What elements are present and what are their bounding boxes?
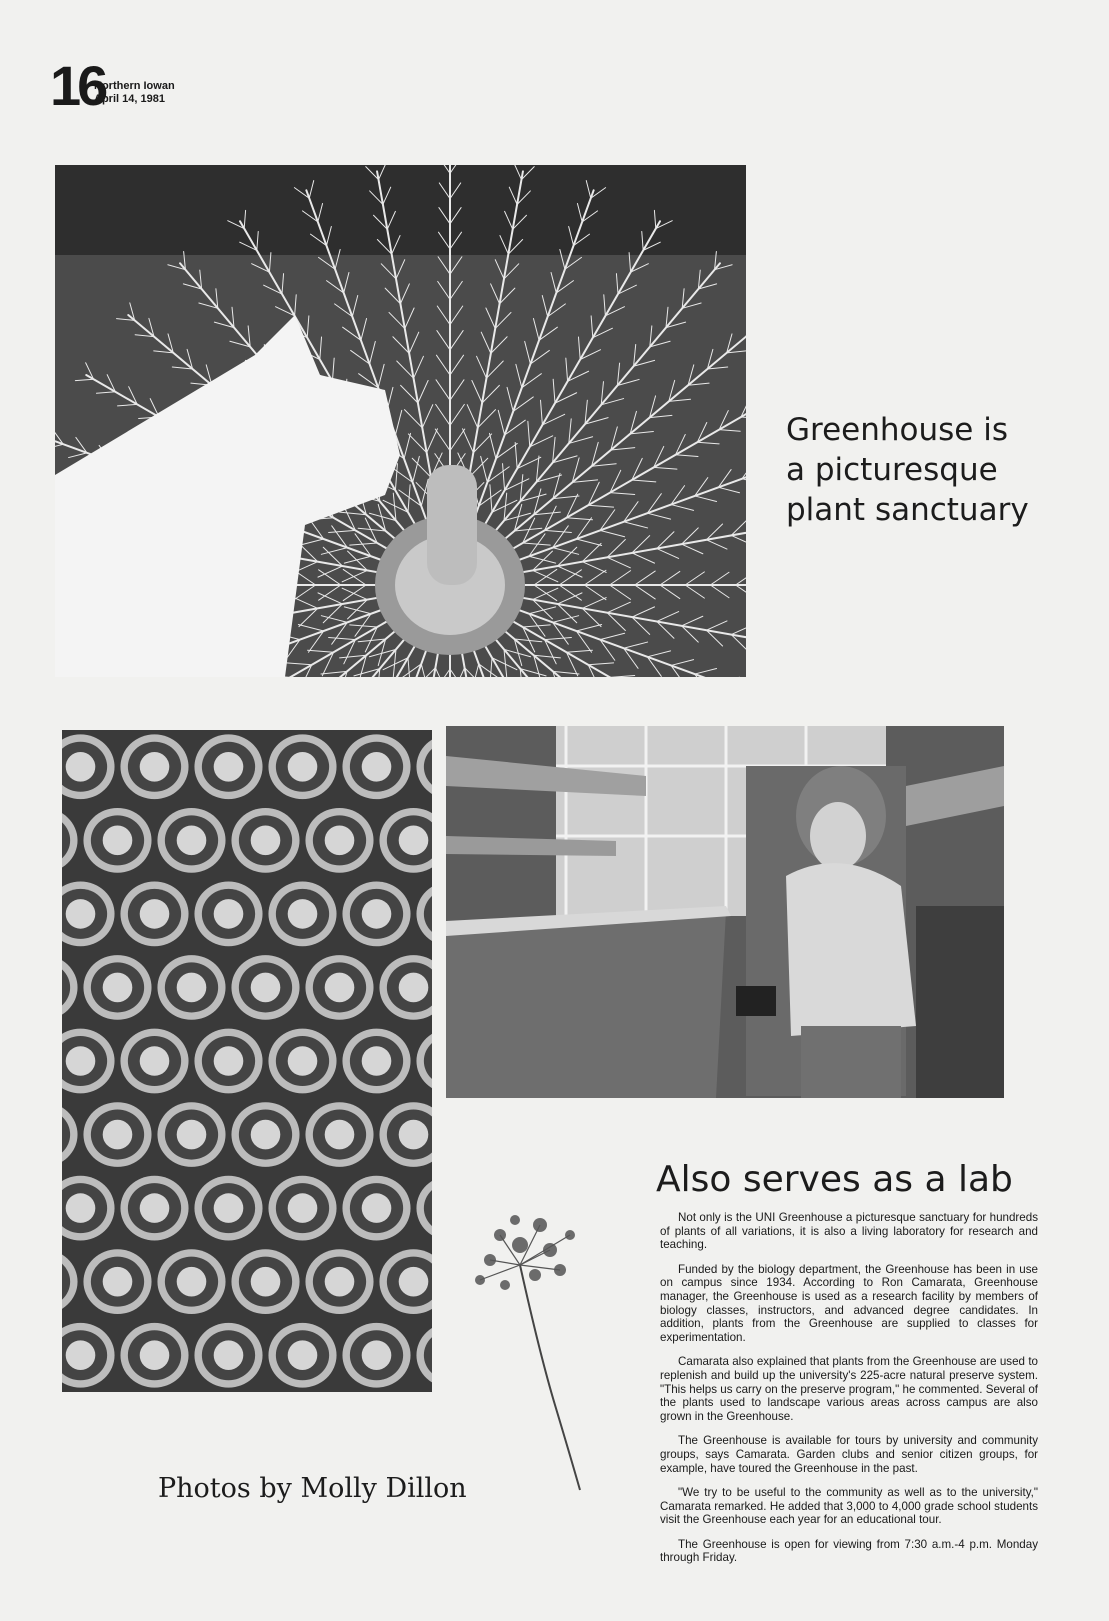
article-paragraph: The Greenhouse is open for viewing from 7:30 a.m.-4 p.m. Monday through Friday. [660,1537,1038,1565]
article-paragraph: "We try to be useful to the community as well as to the university," Camarata remarked. He added that 3,000 to 4,000 grade school students visit the Greenhouse each year for an educational tour. [660,1486,1038,1527]
flower-photo [460,1205,630,1495]
publication-name: Northern Iowan [94,80,175,92]
greenhouse-interior-photo [446,726,1004,1098]
article-paragraph: Camarata also explained that plants from the Greenhouse are used to replenish and build up the university's 225-acre natural preserve system. "This helps us carry on the preserve program," he commented. Several of the plants used to landscape various areas across campus are also grown in the Greenhouse. [660,1355,1038,1423]
article-paragraph: Funded by the biology department, the Greenhouse has been in use on campus since 1934. According to Ron Camarata, Greenhouse manager, the Greenhouse is used as a research facility by members of biology classes, instructors, and advanced degree candidates. In addition, plants from the Greenhouse are supplied to classes for experimentation. [660,1262,1038,1344]
sago-palm-photo [55,165,746,677]
headline-line-3: plant sanctuary [786,492,1029,528]
masthead [94,80,175,106]
page-number: 16 [50,54,105,117]
publication-date: April 14, 1981 [94,93,165,105]
potted-seedlings-photo [62,730,432,1392]
headline-line-2: a picturesque [786,452,998,488]
photo-byline: Photos by Molly Dillon [158,1473,467,1504]
headline-line-1: Greenhouse is [786,412,1008,448]
main-headline [786,410,1086,530]
article-paragraph: The Greenhouse is available for tours by university and community groups, says Camarata. Garden clubs and senior citizen groups, for example, have toured the Greenhouse in the past. [660,1434,1038,1475]
article-body [660,1211,1038,1576]
article-paragraph: Not only is the UNI Greenhouse a picturesque sanctuary for hundreds of plants of all variations, it is also a living laboratory for research and teaching. [660,1211,1038,1252]
subheadline: Also serves as a lab [656,1159,1013,1200]
